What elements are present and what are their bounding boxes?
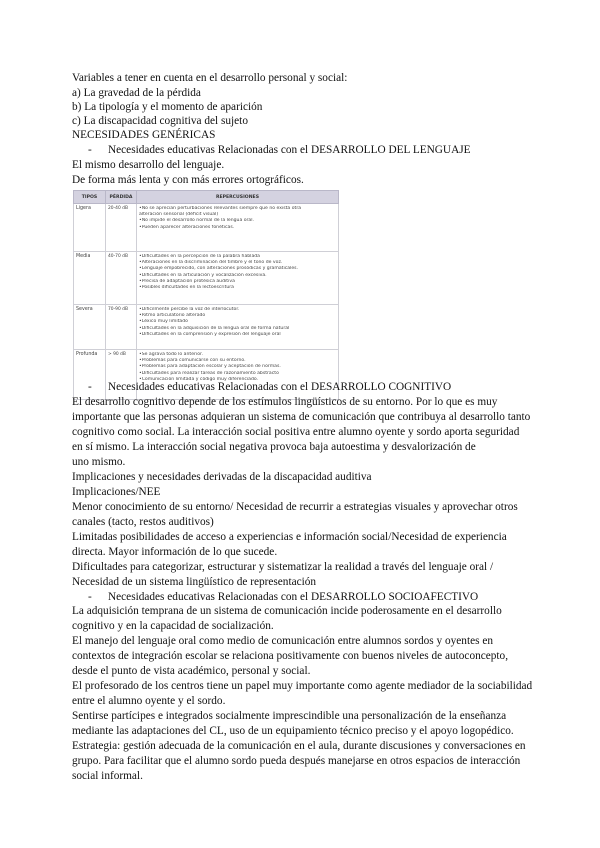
dash-marker: - bbox=[88, 381, 92, 393]
cell-tipo: Severa bbox=[74, 305, 106, 350]
intro-line: Variables a tener en cuenta en el desarrollo personal y social: bbox=[72, 72, 348, 84]
repercussion-item: •Problemas para comunicarse con su entorno. bbox=[139, 358, 246, 364]
paragraph-line: Estrategia: gestión adecuada de la comunicación en el aula, durante discusiones y conversaciones en bbox=[72, 740, 526, 752]
intro-line: c) La discapacidad cognitiva del sujeto bbox=[72, 115, 248, 127]
paragraph-line: grupo. Para facilitar que el alumno sordo pueda después manejarse en otros espacios de interacción bbox=[72, 755, 521, 767]
paragraph-line: De forma más lenta y con más errores ortográficos. bbox=[72, 174, 304, 186]
repercussion-item: •Léxico muy limitado bbox=[139, 319, 188, 325]
paragraph-line: Implicaciones/NEE bbox=[72, 486, 161, 498]
paragraph-line: directa. Mayor información de lo que sucede. bbox=[72, 546, 278, 558]
cell-repercusiones bbox=[137, 252, 339, 305]
paragraph-line: Implicaciones y necesidades derivadas de la discapacidad auditiva bbox=[72, 471, 372, 483]
paragraph-line: El desarrollo cognitivo depende de los estímulos lingüísticos de su entorno. Por lo que es muy bbox=[72, 396, 498, 408]
header-perdida: PÉRDIDA bbox=[106, 191, 137, 204]
intro-line: a) La gravedad de la pérdida bbox=[72, 87, 201, 99]
repercussion-item: •Posibles dificultades en la lectoescritura bbox=[139, 285, 234, 291]
repercussion-item: •Lenguaje empobrecido, con alteraciones prosódicas y gramaticales. bbox=[139, 266, 299, 272]
repercussion-item: •Dificultades en la adquisición de la lengua oral de forma natural bbox=[139, 325, 290, 331]
table-header-row bbox=[74, 191, 339, 204]
table-row bbox=[74, 204, 339, 252]
cell-perdida: > 90 dB bbox=[106, 350, 137, 400]
paragraph-line: Necesidad de un sistema lingüístico de representación bbox=[72, 576, 317, 588]
repercussion-item: •No impide el desarrollo normal de la lengua oral. bbox=[139, 218, 254, 224]
repercussion-item: •Alteraciones en la discriminación del timbre y el tono de voz. bbox=[139, 260, 283, 266]
paragraph-line: Limitadas posibilidades de acceso a experiencias e información social/Necesidad de experiencia bbox=[72, 531, 507, 543]
cell-perdida: 70-90 dB bbox=[106, 305, 137, 350]
paragraph-line: canales (tacto, restos auditivos) bbox=[72, 516, 214, 528]
cell-tipo: Ligera bbox=[74, 204, 106, 252]
repercussions-table bbox=[73, 190, 339, 400]
bullet-heading-lenguaje bbox=[88, 143, 471, 157]
paragraph-line: La adquisición temprana de un sistema de comunicación incide poderosamente en el desarrollo bbox=[72, 605, 502, 617]
heading-text: Necesidades educativas Relacionadas con el DESARROLLO COGNITIVO bbox=[108, 381, 452, 393]
paragraph-line: Menor conocimiento de su entorno/ Necesidad de recurrir a estrategias visuales y aprovechar otros bbox=[72, 501, 518, 513]
repercussion-item: •Pueden aparecer alteraciones fonéticas. bbox=[139, 224, 235, 230]
paragraph-line: uno mismo. bbox=[72, 456, 126, 468]
bullet-heading-socioafectivo bbox=[88, 590, 478, 604]
header-tipos: TIPOS bbox=[74, 191, 106, 204]
paragraph-line: El manejo del lenguaje oral como medio de comunicación entre alumnos sordos y oyentes en bbox=[72, 635, 493, 647]
dash-marker: - bbox=[88, 591, 92, 603]
repercussion-item: •Problemas para adaptación escolar y aceptación de normas. bbox=[139, 364, 281, 370]
repercussion-item: alteración sensorial (déficit visual) bbox=[139, 212, 219, 218]
paragraph-line: El profesorado de los centros tiene un papel muy importante como agente mediador de la sociabilidad bbox=[72, 680, 533, 692]
cell-perdida: 20-40 dB bbox=[106, 204, 137, 252]
paragraph-line: entre el alumno oyente y el sordo. bbox=[72, 695, 226, 707]
header-repercusiones: REPERCUSIONES bbox=[137, 191, 339, 204]
paragraph-line: desde el punto de vista académico, personal y social. bbox=[72, 665, 311, 677]
paragraph-line: Dificultades para categorizar, estructurar y sistematizar la realidad a través del lenguaje oral / bbox=[72, 561, 494, 573]
paragraph-line: cognitivo como social. La interacción social positiva entre alumno oyente y sordo aporta seguridad bbox=[72, 426, 520, 438]
paragraph-line: El mismo desarrollo del lenguaje. bbox=[72, 159, 225, 171]
heading-text: Necesidades educativas Relacionadas con el DESARROLLO SOCIOAFECTIVO bbox=[108, 591, 479, 603]
cell-tipo: Media bbox=[74, 252, 106, 305]
repercussion-item: •Dificultades en la percepción de la palabra hablada bbox=[139, 254, 260, 259]
paragraph-line: social informal. bbox=[72, 770, 143, 782]
intro-line: b) La tipología y el momento de aparición bbox=[72, 101, 263, 113]
repercussion-item: •Precisa de adaptación protésica auditiva bbox=[139, 278, 235, 284]
repercussion-item: •Ritmo articulatorio alterado bbox=[139, 313, 206, 319]
repercussion-item: •Difícilmente percibe la voz de interlocutor. bbox=[139, 307, 240, 312]
paragraph-line: en sí mismo. La interacción social negativa provoca baja autoestima y desvalorización de bbox=[72, 441, 476, 453]
repercussion-item: •Se agrava todo lo anterior. bbox=[139, 352, 203, 357]
repercussion-item: •Dificultades en la comprensión y expresión del lenguaje oral bbox=[139, 331, 281, 337]
heading-text: Necesidades educativas Relacionadas con el DESARROLLO DEL LENGUAJE bbox=[108, 144, 471, 156]
cell-repercusiones bbox=[137, 305, 339, 350]
table-row bbox=[74, 305, 339, 350]
repercussion-item: •No se aprecian perturbaciones relevantes siempre que no exista otra bbox=[139, 206, 302, 211]
paragraph-line: contextos de integración escolar se relaciona positivamente con buenos niveles de autoconcepto, bbox=[72, 650, 509, 662]
paragraph-line: importante que las personas adquieran un sistema de comunicación que contribuya al desarrollo tanto bbox=[72, 411, 531, 423]
cell-tipo: Profunda bbox=[74, 350, 106, 400]
cell-perdida: 40-70 dB bbox=[106, 252, 137, 305]
section-title: NECESIDADES GENÉRICAS bbox=[72, 129, 216, 141]
bullet-heading-cognitivo bbox=[88, 380, 451, 394]
paragraph-line: cognitivo y en la capacidad de socialización. bbox=[72, 620, 274, 632]
paragraph-line: Sentirse partícipes e integrados socialmente imprescindible una personalización de la enseñanza bbox=[72, 710, 507, 722]
paragraph-line: mediante las adaptaciones del CL, uso de un equipamiento técnico preciso y el apoyo logopédico. bbox=[72, 725, 514, 737]
repercussion-item: •Dificultades para realizar tareas de razonamiento abstracto bbox=[139, 370, 279, 376]
dash-marker: - bbox=[88, 144, 92, 156]
repercussion-item: •Comunicación limitada y código muy diferenciado. bbox=[139, 376, 259, 382]
cell-repercusiones bbox=[137, 204, 339, 252]
table-row bbox=[74, 252, 339, 305]
repercussion-item: •Dificultades en la articulación y vocalización excesiva. bbox=[139, 272, 267, 278]
